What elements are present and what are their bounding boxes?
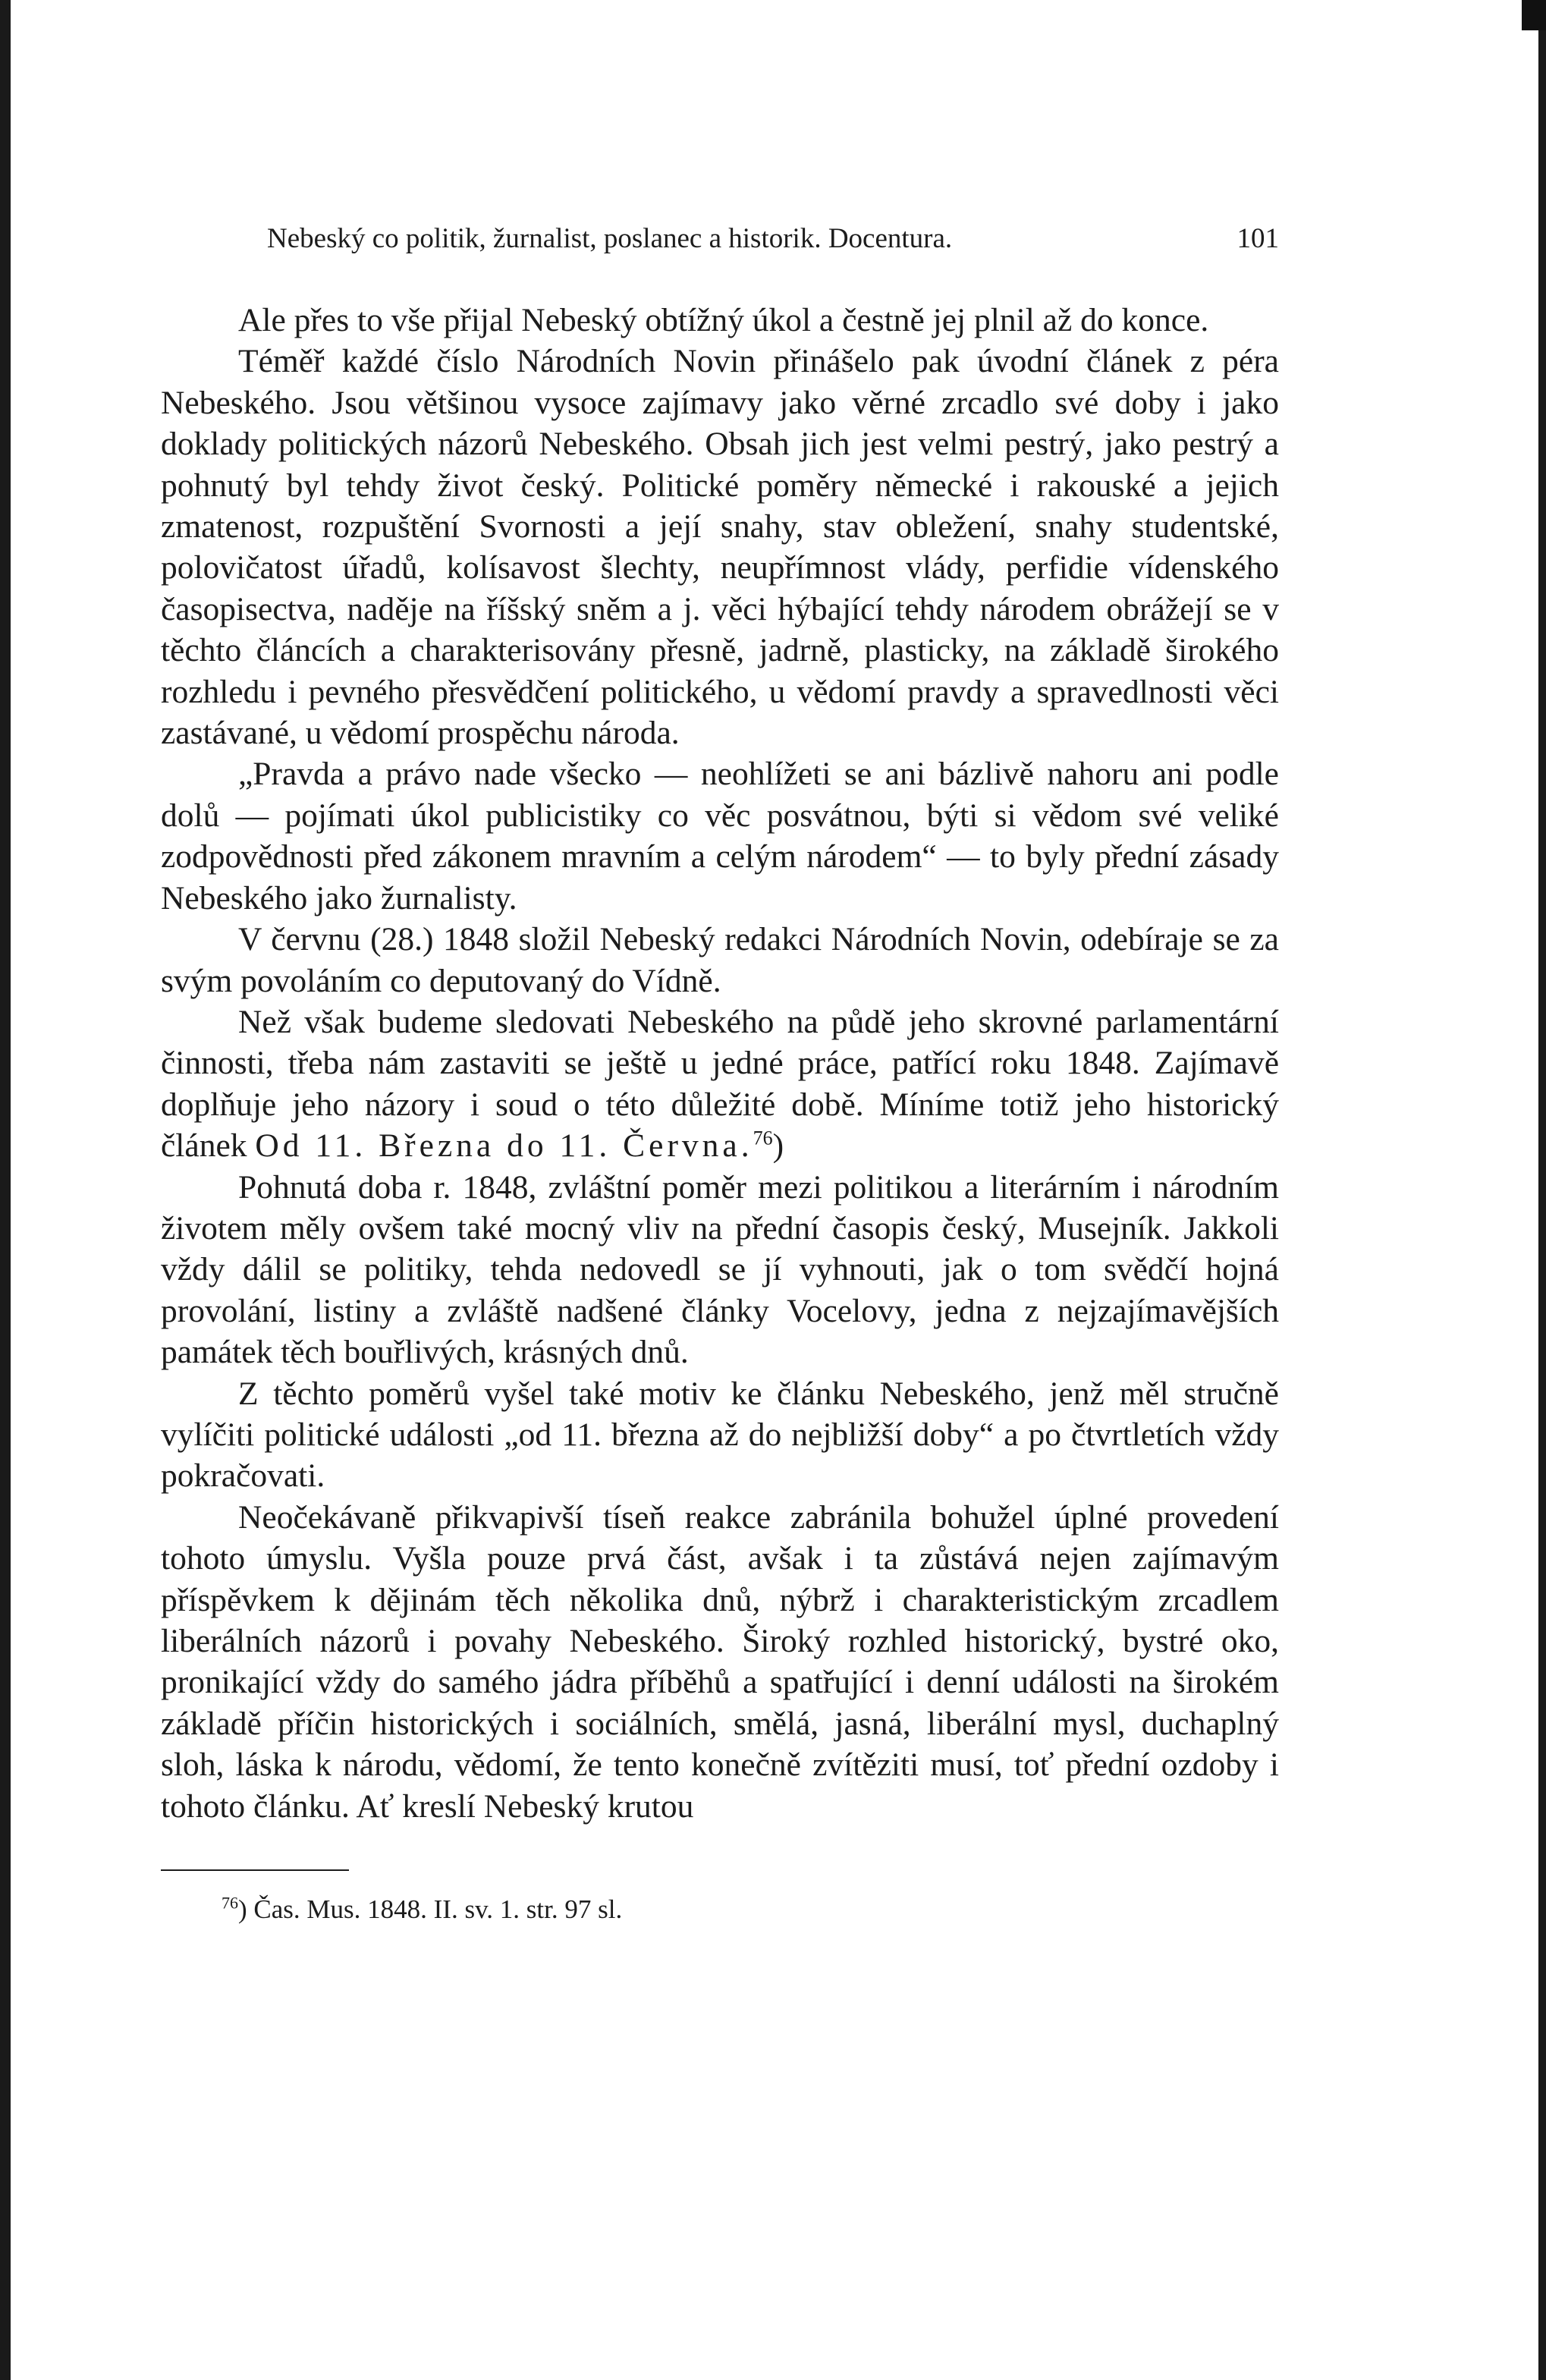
scan-edge-left — [0, 0, 11, 2380]
running-head-title: Nebeský co politik, žurnalist, poslanec a historik. Docentura. — [267, 223, 953, 254]
scan-edge-right — [1538, 0, 1546, 2380]
scan-corner-mark — [1522, 0, 1546, 30]
footnote — [222, 1891, 1279, 1929]
paragraph: Pohnutá doba r. 1848, zvláštní poměr mezi politikou a literárním i národním životem měly ovšem také mocný vliv na přední časopis český, Musejník. Jakkoli vždy dálil se politiky, tehda nedovedl se jí vyhnouti, jak o tom svědčí hojná provolání, listiny a zvláště nadšené články Vocelovy, jedna z nejzajímavějších památek těch bouřlivých, krásných dnů. — [161, 1168, 1279, 1371]
paragraph: Ale přes to vše přijal Nebeský obtížný úkol a čestně jej plnil až do konce. — [238, 302, 1209, 338]
paragraph: V červnu (28.) 1848 složil Nebeský redakci Národních Novin, odebíraje se za svým povoláním co deputovaný do Vídně. — [161, 921, 1279, 999]
article-title-spaced: Od 11. Března do 11. Června. — [255, 1127, 753, 1165]
page-number: 101 — [1236, 223, 1279, 254]
paragraph: Téměř každé číslo Národních Novin přinášelo pak úvodní článek z péra Nebeského. Jsou většinou vysoce zajímavy jako věrné zrcadlo své doby i jako doklady politických názorů Nebeského. Obsah jich jest velmi pestrý, jako pestrý a pohnutý byl tehdy život český. Politické poměry německé i rakouské a jejich zmatenost, rozpuštění Svornosti a její snahy, stav obležení, snahy studentské, polovičatost úřadů, kolísavost šlechty, neupřímnost vlády, perfidie vídenského časopisectva, naděje na říšský sněm a j. věci hýbající tehdy národem obrážejí se v těchto článcích a charakterisovány přesně, jadrně, plasticky, na základě širokého rozhledu i pevného přesvědčení politického, u vědomí pravdy a spravedlnosti věci zastávané, u vědomí prospěchu národa. — [161, 343, 1279, 752]
paragraph-article-reference — [161, 1001, 1279, 1167]
paragraph-text: Než však budeme sledovati Nebeského na půdě jeho skrovné parlamentární činnosti, třeba nám zastaviti se ještě u jedné práce, patřící roku 1848. Zajímavě doplňuje jeho názory i soud o této důležité době. Míníme totiž jeho historický článek — [161, 1003, 1279, 1165]
footnote-text: ) Čas. Mus. 1848. II. sv. 1. str. 97 sl. — [238, 1894, 623, 1925]
paragraph-text-end: ) — [772, 1127, 784, 1165]
paragraph: „Pravda a právo nade všecko — neohlížeti se ani bázlivě nahoru ani podle dolů — pojímati úkol publicistiky co věc posvátnou, býti si vědom své veliké zodpovědnosti před zákonem mravním a celým národem“ — to byly přední zásady Nebeského jako žurnalisty. — [161, 756, 1279, 916]
running-head — [161, 216, 1279, 262]
footnote-divider — [161, 1869, 349, 1871]
paragraph: Z těchto poměrů vyšel také motiv ke článku Nebeského, jenž měl stručně vylíčiti politické události „od 11. března až do nejbližší doby“ a po čtvrtletích vždy pokračovati. — [161, 1375, 1279, 1495]
footnote-reference: 76 — [753, 1127, 773, 1149]
body-text — [161, 300, 1279, 1827]
paragraph: Neočekávaně přikvapivší tíseň reakce zabránila bohužel úplné provedení tohoto úmyslu. Vyšla pouze prvá část, avšak i ta zůstává nejen zajímavým příspěvkem k dějinám těch několika dnů, nýbrž i charakteristickým zrcadlem liberálních názorů i povahy Nebeského. Široký rozhled historický, bystré oko, pronikající vždy do samého jádra příběhů a spatřující i denní události na širokém základě příčin historických i sociálních, smělá, jasná, liberální mysl, duchaplný sloh, láska k národu, vědomí, že tento konečně zvítěziti musí, toť přední ozdoby i tohoto článku. Ať kreslí Nebeský krutou — [161, 1498, 1279, 1825]
footnote-mark: 76 — [222, 1893, 238, 1913]
book-page — [161, 216, 1279, 1929]
